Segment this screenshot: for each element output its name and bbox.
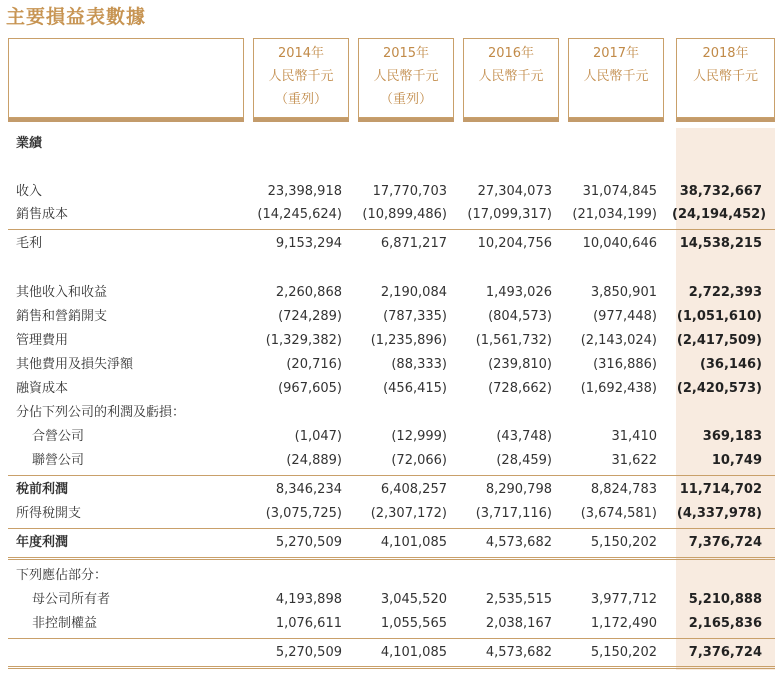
- cell-2018: (2,417,509): [676, 333, 762, 348]
- cell-2014: 4,193,898: [275, 592, 342, 607]
- cell-2016: (804,573): [488, 309, 552, 324]
- cell-2015: 6,408,257: [380, 482, 447, 497]
- cell-2017: (21,034,199): [572, 207, 657, 222]
- cell-2016: 10,204,756: [477, 236, 552, 251]
- cell-2016: 2,038,167: [485, 616, 552, 631]
- cell-2016: 4,573,682: [485, 645, 552, 660]
- cell-2016: 8,290,798: [485, 482, 552, 497]
- table-row: [0, 503, 780, 525]
- section-row: [0, 133, 780, 155]
- table-row: [0, 565, 780, 587]
- row-label: 所得稅開支: [16, 506, 82, 521]
- row-label: 非控制權益: [32, 616, 98, 631]
- table-row: [0, 330, 780, 352]
- column-header-2018: [676, 38, 775, 118]
- row-label: 分佔下列公司的利潤及虧損：: [16, 405, 186, 420]
- cell-2018: 7,376,724: [688, 645, 762, 660]
- cell-2017: 3,850,901: [590, 285, 657, 300]
- cell-2014: (20,716): [286, 357, 342, 372]
- cell-2015: (72,066): [391, 453, 447, 468]
- row-label: 其他費用及損失淨額: [16, 357, 134, 372]
- divider: [8, 229, 775, 230]
- column-unit: 人民幣千元: [583, 69, 649, 84]
- cell-2017: 8,824,783: [590, 482, 657, 497]
- cell-2018: 5,210,888: [688, 592, 762, 607]
- table-row: [0, 589, 780, 611]
- cell-2015: (456,415): [383, 381, 447, 396]
- cell-2017: 31,622: [611, 453, 657, 468]
- cell-2018: 7,376,724: [688, 535, 762, 550]
- row-label: 合營公司: [32, 429, 85, 444]
- cell-2017: (316,886): [593, 357, 657, 372]
- table-row: [0, 306, 780, 328]
- cell-2018: (4,337,978): [676, 506, 762, 521]
- cell-2014: (1,047): [294, 429, 342, 444]
- cell-2018: 10,749: [711, 453, 762, 468]
- cell-2015: (787,335): [383, 309, 447, 324]
- header-underline: [8, 118, 244, 122]
- cell-2014: (724,289): [278, 309, 342, 324]
- cell-2014: 5,270,509: [275, 535, 342, 550]
- header-underline: [568, 118, 664, 122]
- cell-2014: (3,075,725): [265, 506, 342, 521]
- cell-2014: 2,260,868: [275, 285, 342, 300]
- column-unit: 人民幣千元: [373, 69, 439, 84]
- column-header-2015: [358, 38, 454, 118]
- column-unit: 人民幣千元: [478, 69, 544, 84]
- table-row: [0, 378, 780, 400]
- row-label: 管理費用: [16, 333, 69, 348]
- cell-2016: (43,748): [496, 429, 552, 444]
- table-row: [0, 450, 780, 472]
- double-divider: [8, 557, 775, 560]
- cell-2018: (24,194,452): [672, 207, 767, 222]
- table-row: [0, 402, 780, 424]
- cell-2015: 4,101,085: [380, 535, 447, 550]
- divider: [8, 638, 775, 639]
- row-label: 母公司所有者: [32, 592, 111, 607]
- cell-2016: (728,662): [488, 381, 552, 396]
- page-title: 主要損益表數據: [6, 6, 147, 28]
- row-label: 銷售和營銷開支: [16, 309, 108, 324]
- cell-2014: (14,245,624): [257, 207, 342, 222]
- column-unit: 人民幣千元: [268, 69, 334, 84]
- cell-2017: (977,448): [593, 309, 657, 324]
- cell-2015: 4,101,085: [380, 645, 447, 660]
- column-year: 2014年: [277, 46, 325, 61]
- cell-2014: 5,270,509: [275, 645, 342, 660]
- cell-2016: (1,561,732): [475, 333, 552, 348]
- cell-2017: 10,040,646: [582, 236, 657, 251]
- cell-2016: 4,573,682: [485, 535, 552, 550]
- column-year: 2018年: [702, 46, 749, 61]
- table-row: [0, 613, 780, 635]
- column-header-2016: [463, 38, 559, 118]
- cell-2017: 1,172,490: [590, 616, 657, 631]
- header-underline: [253, 118, 349, 122]
- cell-2014: (1,329,382): [265, 333, 342, 348]
- row-label: 收入: [16, 184, 43, 199]
- cell-2017: 5,150,202: [590, 535, 657, 550]
- header-underline: [676, 118, 775, 122]
- row-label: 毛利: [16, 236, 43, 251]
- cell-2018: 2,722,393: [688, 285, 762, 300]
- row-label: 下列應佔部分：: [16, 568, 108, 583]
- table-row: [0, 642, 780, 664]
- cell-2018: (1,051,610): [676, 309, 762, 324]
- cell-2016: 2,535,515: [485, 592, 552, 607]
- column-year: 2015年: [382, 46, 430, 61]
- divider: [8, 475, 775, 476]
- column-year: 2016年: [487, 46, 535, 61]
- header-underline: [358, 118, 454, 122]
- cell-2015: 6,871,217: [380, 236, 447, 251]
- cell-2015: 2,190,084: [380, 285, 447, 300]
- label-column-header: [8, 38, 244, 118]
- cell-2016: (17,099,317): [467, 207, 552, 222]
- column-header-2017: [568, 38, 664, 118]
- cell-2014: 23,398,918: [267, 184, 342, 199]
- row-label: 其他收入和收益: [16, 285, 108, 300]
- table-row: [0, 204, 780, 226]
- cell-2017: 3,977,712: [590, 592, 657, 607]
- cell-2014: 1,076,611: [275, 616, 342, 631]
- cell-2017: (1,692,438): [580, 381, 657, 396]
- row-label: 銷售成本: [16, 207, 69, 222]
- cell-2015: (12,999): [391, 429, 447, 444]
- cell-2016: (3,717,116): [475, 506, 552, 521]
- cell-2015: (88,333): [391, 357, 447, 372]
- row-label: 稅前利潤: [16, 482, 69, 497]
- cell-2015: (2,307,172): [370, 506, 447, 521]
- cell-2018: 38,732,667: [679, 184, 762, 199]
- section-title: 業績: [16, 136, 43, 151]
- column-year: 2017年: [592, 46, 640, 61]
- cell-2018: 369,183: [702, 429, 762, 444]
- table-row: [0, 426, 780, 448]
- cell-2016: 1,493,026: [485, 285, 552, 300]
- cell-2014: 9,153,294: [275, 236, 342, 251]
- cell-2015: (10,899,486): [362, 207, 447, 222]
- cell-2017: (3,674,581): [580, 506, 657, 521]
- cell-2017: (2,143,024): [580, 333, 657, 348]
- cell-2017: 31,074,845: [582, 184, 657, 199]
- cell-2015: 17,770,703: [372, 184, 447, 199]
- cell-2014: (24,889): [286, 453, 342, 468]
- table-row: [0, 354, 780, 376]
- cell-2018: 14,538,215: [679, 236, 762, 251]
- cell-2016: 27,304,073: [477, 184, 552, 199]
- cell-2014: (967,605): [278, 381, 342, 396]
- table-row: [0, 181, 780, 203]
- table-row: [0, 233, 780, 255]
- column-note: （重列）: [379, 92, 432, 107]
- cell-2018: (2,420,573): [676, 381, 762, 396]
- cell-2017: 5,150,202: [590, 645, 657, 660]
- row-label: 融資成本: [16, 381, 69, 396]
- header-underline: [463, 118, 559, 122]
- cell-2016: (28,459): [496, 453, 552, 468]
- cell-2016: (239,810): [488, 357, 552, 372]
- cell-2015: 1,055,565: [380, 616, 447, 631]
- table-row: [0, 282, 780, 304]
- cell-2017: 31,410: [611, 429, 657, 444]
- column-header-2014: [253, 38, 349, 118]
- table-row: [0, 479, 780, 501]
- row-label: 聯營公司: [32, 453, 85, 468]
- table-row: [0, 532, 780, 554]
- cell-2014: 8,346,234: [275, 482, 342, 497]
- divider: [8, 528, 775, 529]
- cell-2018: 11,714,702: [679, 482, 762, 497]
- cell-2018: 2,165,836: [688, 616, 762, 631]
- column-note: （重列）: [274, 92, 327, 107]
- row-label: 年度利潤: [16, 535, 69, 550]
- cell-2015: (1,235,896): [370, 333, 447, 348]
- cell-2015: 3,045,520: [380, 592, 447, 607]
- column-unit: 人民幣千元: [692, 69, 758, 84]
- cell-2018: (36,146): [699, 357, 762, 372]
- double-divider: [8, 666, 775, 669]
